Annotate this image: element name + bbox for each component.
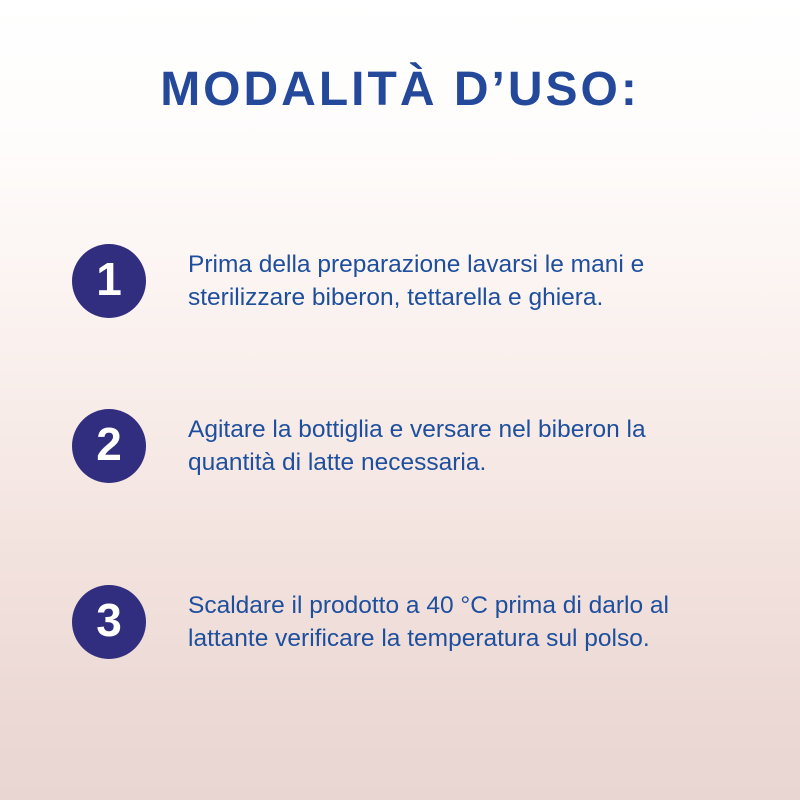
step-number-badge-3 [72,585,146,659]
step-text-2: Agitare la bottiglia e versare nel biberon la quantità di latte necessaria. [188,416,646,476]
step-row-3 [72,585,760,659]
step-text-1: Prima della preparazione lavarsi le mani e sterilizzare biberon, tettarella e ghiera. [188,251,645,311]
page-title: MODALITÀ D’USO: [160,63,640,116]
step-number-1: 1 [96,253,122,305]
step-text-3: Scaldare il prodotto a 40 °C prima di darlo al lattante verificare la temperatura sul polso. [188,592,669,652]
step-number-badge-1 [72,244,146,318]
step-row-2 [72,409,760,483]
step-number-3: 3 [96,594,122,646]
step-number-2: 2 [96,418,122,470]
step-row-1 [72,244,760,318]
step-number-badge-2 [72,409,146,483]
